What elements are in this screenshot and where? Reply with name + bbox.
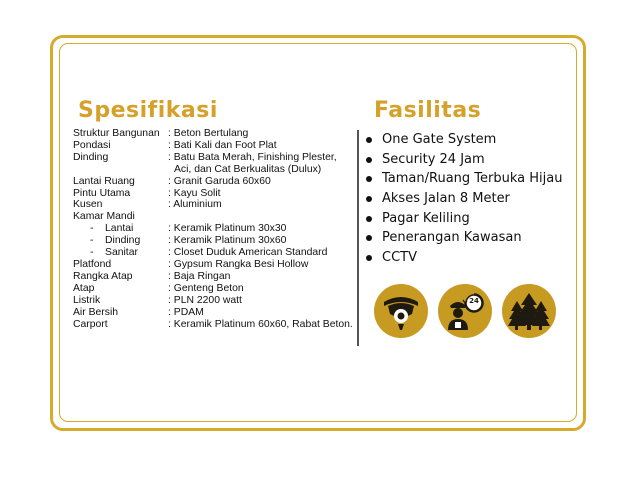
spec-value: : Baja Ringan: [168, 270, 231, 282]
list-item: [366, 189, 562, 209]
bullet-icon: [366, 176, 372, 182]
spec-label: Pondasi: [73, 139, 111, 151]
spec-table: [73, 128, 353, 330]
bullet-icon: [366, 196, 372, 202]
spesifikasi-heading: Spesifikasi: [78, 98, 218, 123]
spec-label: Lantai Ruang: [73, 175, 135, 187]
spec-value: : Batu Bata Merah, Finishing Plester,: [168, 151, 337, 163]
spec-value: : Aluminium: [168, 199, 222, 211]
fasilitas-item: CCTV: [382, 250, 417, 266]
spec-row: [73, 140, 353, 152]
badge-24: 24: [469, 297, 479, 305]
bullet-icon: [366, 157, 372, 163]
spec-label: Struktur Bangunan: [73, 128, 160, 139]
spec-row: [73, 176, 353, 188]
list-item: [366, 130, 562, 150]
spec-value: : Genteng Beton: [168, 282, 244, 294]
spec-value: : PLN 2200 watt: [168, 294, 242, 306]
cctv-icon: [374, 284, 428, 338]
spec-row: [73, 152, 353, 164]
spec-value: : Granit Garuda 60x60: [168, 175, 271, 187]
spec-label: Air Bersih: [73, 306, 119, 318]
spec-row: [73, 259, 353, 271]
list-item: [366, 248, 562, 268]
security-guard-24-icon: [438, 284, 492, 338]
spec-label: Listrik: [73, 294, 101, 306]
spec-label: Kusen: [73, 199, 103, 211]
bullet-icon: [366, 216, 372, 222]
spec-row: [73, 283, 353, 295]
spec-value: : Beton Bertulang: [168, 128, 249, 139]
spec-row: [73, 164, 353, 176]
spec-label: - Lantai: [90, 223, 134, 235]
column-divider: [357, 130, 359, 346]
spec-label: - Sanitar: [90, 247, 138, 259]
fasilitas-item: One Gate System: [382, 132, 497, 147]
fasilitas-item: Security 24 Jam: [382, 151, 485, 167]
spec-value: : Keramik Platinum 30x30: [168, 223, 287, 235]
spec-value: : Closet Duduk American Standard: [168, 247, 328, 259]
spec-value: : Keramik Platinum 60x60, Rabat Beton.: [168, 318, 353, 330]
spec-row: [73, 188, 353, 200]
spec-row: [73, 211, 353, 223]
fasilitas-heading: Fasilitas: [374, 98, 482, 123]
spec-row: [73, 319, 353, 331]
bullet-icon: [366, 137, 372, 143]
spec-value: : Keramik Platinum 30x60: [168, 235, 287, 247]
list-item: [366, 209, 562, 229]
spec-label: Pintu Utama: [73, 187, 131, 199]
list-item: [366, 150, 562, 170]
spec-row: [73, 295, 353, 307]
list-item: [366, 169, 562, 189]
spec-label: - Dinding: [90, 235, 141, 247]
spec-label: Carport: [73, 318, 108, 330]
spec-value: : Gypsum Rangka Besi Hollow: [168, 258, 309, 270]
spec-label: Kamar Mandi: [73, 211, 135, 223]
bullet-icon: [366, 255, 372, 261]
bullet-icon: [366, 235, 372, 241]
spec-row: [73, 247, 353, 259]
spec-label: [73, 164, 168, 176]
fasilitas-list: [366, 130, 562, 268]
list-item: [366, 228, 562, 248]
spec-value: : Kayu Solit: [168, 187, 221, 199]
spec-label: Rangka Atap: [73, 270, 133, 282]
spec-label: Platfond: [73, 258, 112, 270]
spec-label: Dinding: [73, 151, 109, 163]
spec-value: : Bati Kali dan Foot Plat: [168, 139, 277, 151]
spec-row: [73, 199, 353, 211]
spec-row: [73, 223, 353, 235]
spec-row: [73, 235, 353, 247]
spec-value: : PDAM: [168, 306, 204, 318]
spec-value: Aci, dan Cat Berkualitas (Dulux): [174, 163, 322, 175]
spec-label: Atap: [73, 282, 95, 294]
spec-row: [73, 307, 353, 319]
spec-row: [73, 128, 353, 140]
fasilitas-item: Taman/Ruang Terbuka Hijau: [382, 171, 563, 187]
fasilitas-item: Pagar Keliling: [382, 210, 470, 226]
trees-icon: [502, 284, 556, 338]
fasilitas-item: Penerangan Kawasan: [382, 230, 522, 246]
spec-row: [73, 271, 353, 283]
fasilitas-item: Akses Jalan 8 Meter: [382, 191, 510, 207]
